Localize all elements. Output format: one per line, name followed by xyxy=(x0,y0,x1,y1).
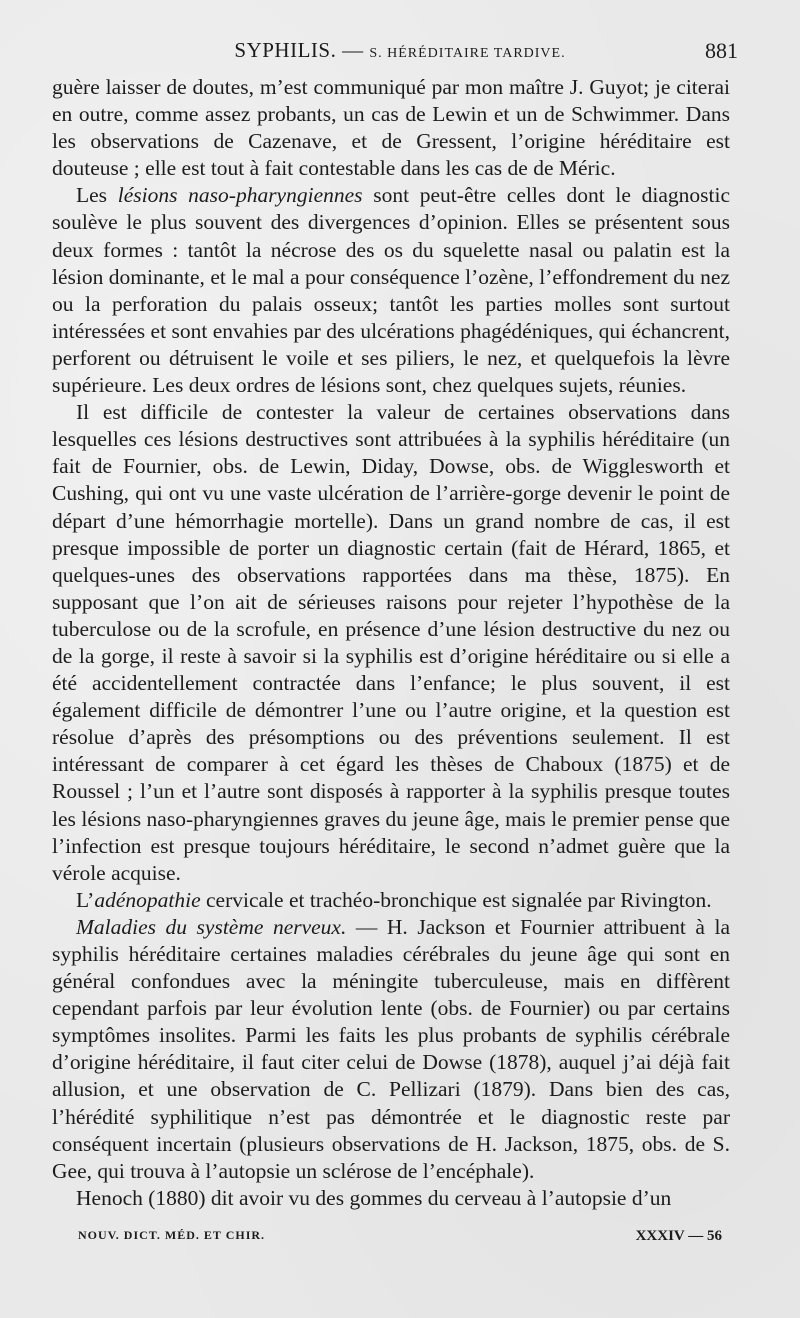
running-title-dash: — xyxy=(342,38,364,62)
paragraph-text: cervicale et trachéo-bronchique est signalée par Rivington. xyxy=(200,887,712,912)
paragraph-text: Henoch (1880) dit avoir vu des gommes du cerveau à l’autopsie d’un xyxy=(76,1185,672,1210)
paragraph xyxy=(52,182,730,399)
paragraph xyxy=(52,887,730,914)
paragraph-text: guère laisser de doutes, m’est communiqué par mon maître J. Guyot; je citerai en outre, comme assez probants, un cas de Lewin et un de Schwimmer. Dans les observations de Cazenave, et de Gressent, l’origine héréditaire est douteuse ; elle est tout à fait contestable dans les cas de de Méric. xyxy=(52,75,730,181)
italic-term: adénopathie xyxy=(94,887,201,912)
page-footer xyxy=(78,1228,722,1252)
page-number: 881 xyxy=(705,38,738,63)
paragraph-text: — H. Jackson et Fournier attribuent à la syphilis héréditaire certaines maladies cérébrales du jeune âge qui sont en général confondues avec la méningite tuberculeuse, mais en diffèrent cependant parfois par leur évolution lente (obs. de Fournier) ou par certains symptômes insolites. Parmi les faits les plus probants de syphilis cérébrale d’origine héréditaire, il faut citer celui de Dowse (1878), auquel j’ai déjà fait allusion, et une observation de C. Pellizari (1879). Dans bien des cas, l’hérédité syphilitique n’est pas démontrée et le diagnostic reste par conséquent incertain (plusieurs observations de H. Jackson, 1875, obs. de S. Gee, qui trouva à l’autopsie un sclérose de l’encéphale). xyxy=(52,914,730,1183)
section-heading-italic: Maladies du système nerveux. xyxy=(76,914,347,939)
footer-signature: NOUV. DICT. MÉD. ET CHIR. xyxy=(78,1228,266,1242)
paragraph xyxy=(52,399,730,887)
paragraph-text: Il est difficile de contester la valeur de certaines observations dans lesquelles ces lésions destructives sont attribuées à la syphilis héréditaire (un fait de Fournier, obs. de Lewin, Diday, Dowse, obs. de Wigglesworth et Cushing, qui ont vu une vaste ulcération de l’arrière-gorge devenir le point de départ d’une hémorrhagie mortelle). Dans un grand nombre de cas, il est presque impossible de porter un diagnostic certain (fait de Hérard, 1865, et quelques-unes des observations rapportées dans ma thèse, 1875). En supposant que l’on ait de sérieuses raisons pour rejeter l’hypothèse de la tuberculose ou de la scrofule, en présence d’une lésion destructive du nez ou de la gorge, il reste à savoir si la syphilis est d’origine héréditaire ou si elle a été accidentellement contractée dans l’enfance; le plus souvent, il est également difficile de démontrer l’une ou l’autre origine, et la question est résolue d’après des présomptions ou des préventions seulement. Il est intéressant de comparer à cet égard les thèses de Chaboux (1875) et de Roussel ; l’un et l’autre sont disposés à rapporter à la syphilis presque toutes les lésions naso-pharyngiennes graves du jeune âge, mais le premier pense que l’infection est presque toujours héréditaire, le second n’admet guère que la vérole acquise. xyxy=(52,400,730,885)
italic-term: lésions naso-pharyngiennes xyxy=(117,183,363,208)
page-header xyxy=(52,38,748,72)
running-title-sub: S. HÉRÉDITAIRE TARDIVE. xyxy=(369,46,566,61)
paragraph-text: Les xyxy=(76,183,118,208)
paragraph-text: sont peut-être celles dont le diagnostic soulève le plus souvent des divergences d’opinion. Elles se présentent sous deux formes : tantôt la nécrose des os du squelette nasal ou palatin est la lésion dominante, et le mal a pour conséquence l’ozène, l’effondrement du nez ou la perforation du palais osseux; tantôt les parties molles sont surtout intéressées et sont envahies par des ulcérations phagédéniques, qui échancrent, perforent ou détruisent le voile et ses piliers, le nez, et quelquefois la lèvre supérieure. Les deux ordres de lésions sont, chez quelques sujets, réunies. xyxy=(52,183,730,398)
paragraph-text: L’ xyxy=(76,887,95,912)
paragraph xyxy=(52,74,730,182)
footer-volume: XXXIV — 56 xyxy=(635,1228,722,1244)
paragraph xyxy=(52,1185,730,1212)
running-title xyxy=(52,38,748,63)
running-title-main: SYPHILIS. xyxy=(234,38,337,62)
paragraph xyxy=(52,914,730,1185)
body-text xyxy=(52,74,730,1212)
